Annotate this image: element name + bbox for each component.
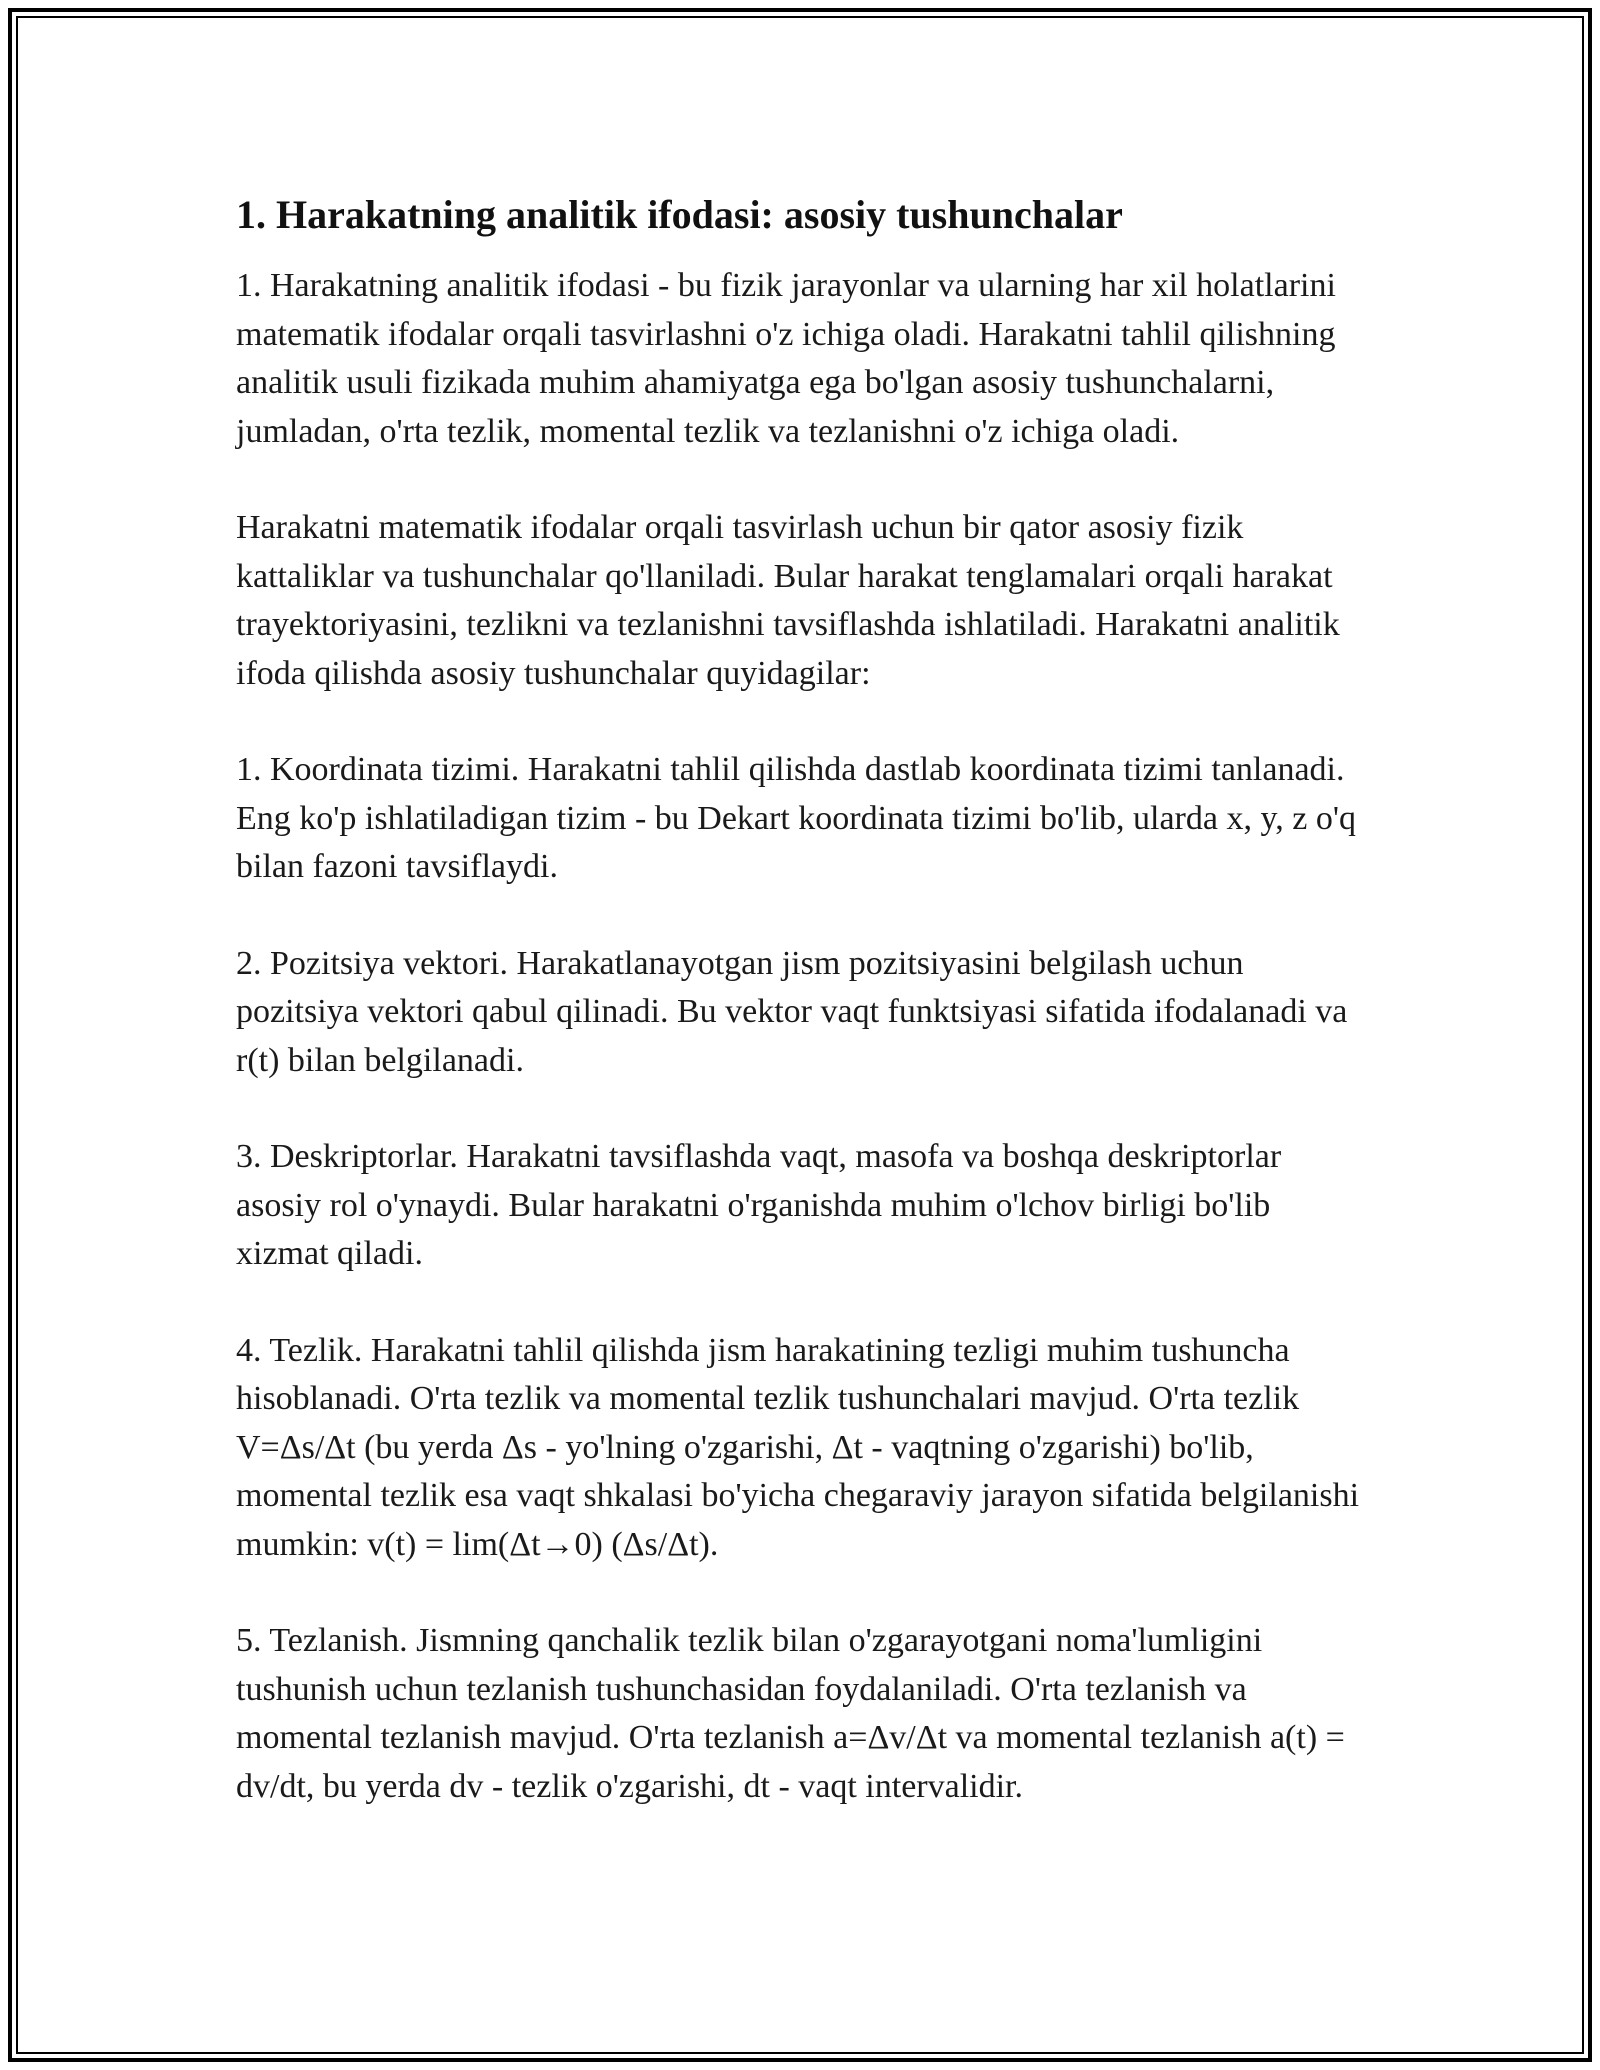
paragraph-coordinate-system: 1. Koordinata tizimi. Harakatni tahlil qilishda dastlab koordinata tizimi tanlanadi. Eng ko'p ishlatiladigan tizim - bu Dekart koordinata tizimi bo'lib, ularda x, y, z o'q bilan fazoni tavsiflaydi. — [236, 751, 1356, 885]
document-title: 1. Harakatning analitik ifodasi: asosiy tushunchalar — [236, 192, 1123, 237]
paragraph-descriptors: 3. Deskriptorlar. Harakatni tavsiflashda vaqt, masofa va boshqa deskriptorlar asosiy rol o'ynaydi. Bular harakatni o'rganishda muhim o'lchov birligi bo'lib xizmat qiladi. — [236, 1138, 1282, 1272]
paragraph-acceleration: 5. Tezlanish. Jismning qanchalik tezlik bilan o'zgarayotgani noma'lumligini tushunish uchun tezlanish tushunchasidan foydalaniladi. O'rta tezlanish va momental tezlanish mavjud. O'rta tezlanish a=Δv/Δt va momental tezlanish a(t) = dv/dt, bu yerda dv - tezlik o'zgarishi, dt - vaqt intervalidir. — [236, 1622, 1345, 1805]
paragraph-position-vector: 2. Pozitsiya vektori. Harakatlanayotgan jism pozitsiyasini belgilash uchun pozitsiya vektori qabul qilinadi. Bu vektor vaqt funktsiyasi sifatida ifodalanadi va r(t) bilan belgilanadi. — [236, 944, 1348, 1079]
paragraph-velocity: 4. Tezlik. Harakatni tahlil qilishda jism harakatining tezligi muhim tushuncha hisoblanadi. O'rta tezlik va momental tezlik tushunchalari mavjud. O'rta tezlik V=Δs/Δt (bu yerda Δs - yo'lning o'zgarishi, Δt - vaqtning o'zgarishi) bo'lib, momental tezlik esa vaqt shkalasi bo'yicha chegaraviy jarayon sifatida belgilanishi mumkin: v(t) = lim(Δt→0) (Δs/Δt). — [236, 1331, 1360, 1563]
paragraph-intro: 1. Harakatning analitik ifodasi - bu fizik jarayonlar va ularning har xil holatlarini matematik ifodalar orqali tasvirlashni o'z ichiga oladi. Harakatni tahlil qilishning analitik usuli fizikada muhim ahamiyatga ega bo'lgan asosiy tushunchalarni, jumladan, o'rta tezlik, momental tezlik va tezlanishni o'z ichiga oladi. — [236, 267, 1336, 450]
document-body — [236, 186, 1366, 1859]
paragraph-overview: Harakatni matematik ifodalar orqali tasvirlash uchun bir qator asosiy fizik kattaliklar va tushunchalar qo'llaniladi. Bular harakat tenglamalari orqali harakat trayektoriyasini, tezlikni va tezlanishni tavsiflashda ishlatiladi. Harakatni analitik ifoda qilishda asosiy tushunchalar quyidagilar: — [236, 509, 1340, 692]
